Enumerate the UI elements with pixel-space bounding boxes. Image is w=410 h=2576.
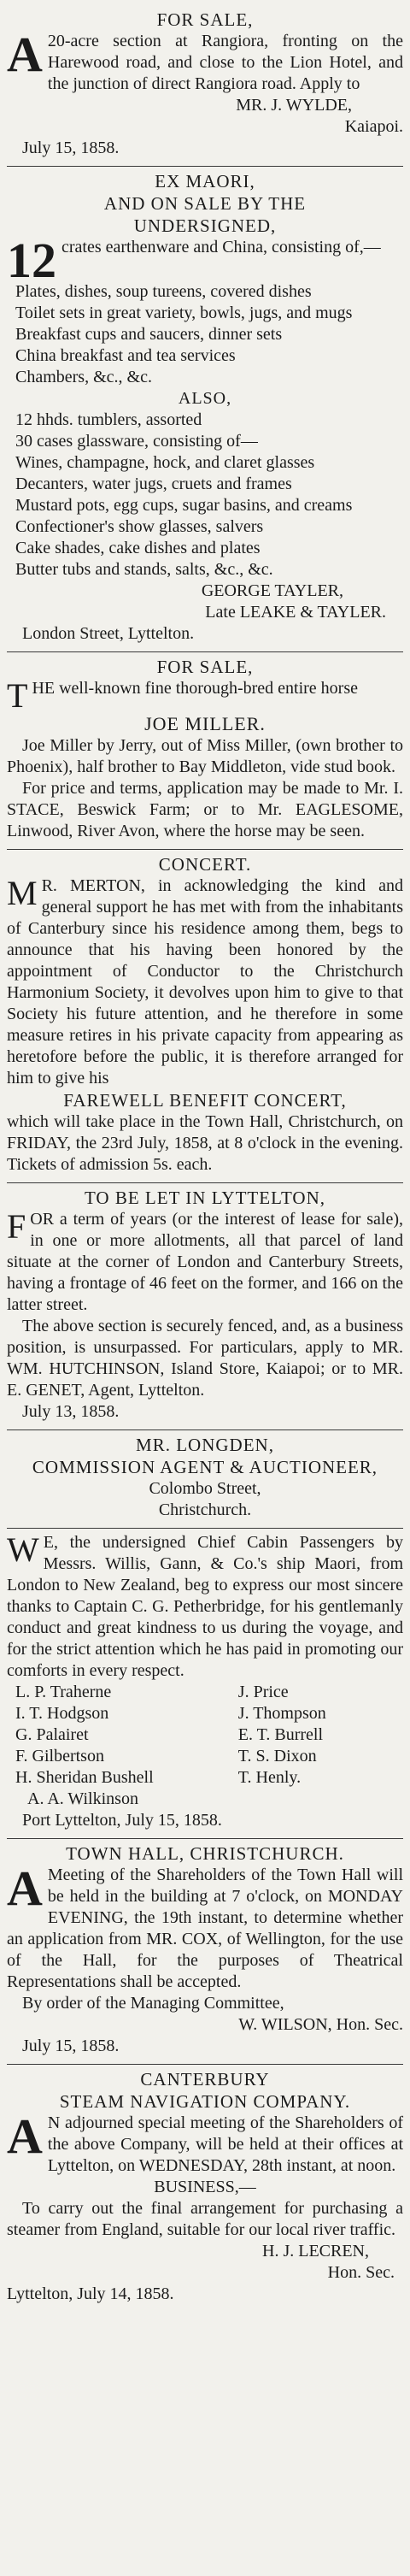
ad-body: The above section is securely fenced, and, as a business position, is unsurpassed. For particulars, apply to MR. WM. HUTCHINSON, Island Store, Kaiapoi; or to MR. E. GENET, Agent, Lyttelton. — [7, 1317, 403, 1400]
list-item: Wines, champagne, hock, and claret glasses — [15, 453, 315, 472]
ad-intro: crates earthenware and China, consisting of,— — [62, 238, 381, 256]
passenger-name: L. P. Traherne — [15, 1683, 112, 1701]
ad-body: 20-acre section at Rangiora, fronting on the Harewood road, and close to the Lion Hotel, and the junction of direct Rangiora road. Apply to — [47, 32, 403, 93]
ad-heading: TOWN HALL, CHRISTCHURCH. — [66, 1843, 344, 1864]
glassware-list — [7, 410, 403, 581]
list-item: Chambers, &c., &c. — [15, 368, 152, 386]
ad-date: Port Lyttelton, July 15, 1858. — [22, 1811, 222, 1830]
agent-town: Christchurch. — [158, 1500, 252, 1519]
passenger-name: J. Price — [237, 1683, 289, 1701]
passenger-name: T. Henly. — [237, 1768, 302, 1787]
ad-body: Joe Miller by Jerry, out of Miss Miller, (own brother to Phoenix), half brother to Bay Middleton, vide stud book. — [7, 736, 403, 776]
passenger-names — [7, 1682, 403, 1810]
list-item: Confectioner's show glasses, salvers — [15, 517, 264, 536]
drop-cap: T — [7, 676, 28, 715]
ad-to-let — [7, 1183, 403, 1430]
passenger-name: I. T. Hodgson — [15, 1704, 109, 1723]
ad-horse-for-sale — [7, 652, 403, 850]
secretary-title: Hon. Sec. — [327, 2263, 395, 2282]
ad-heading: FOR SALE, — [156, 657, 254, 677]
agent-title: COMMISSION AGENT & AUCTIONEER, — [32, 1457, 378, 1477]
secretary-signature: W. WILSON, Hon. Sec. — [238, 2015, 403, 2034]
ad-body: For price and terms, application may be made to Mr. I. STACE, Beswick Farm; or to Mr. EAGLESOME, Linwood, River Avon, where the horse may be seen. — [7, 779, 403, 840]
ad-date: July 15, 1858. — [22, 2037, 120, 2055]
ad-steam-navigation — [7, 2065, 403, 2312]
drop-cap: M — [7, 874, 38, 912]
list-item: Cake shades, cake dishes and plates — [15, 539, 261, 557]
also-label: ALSO, — [178, 389, 232, 408]
ad-heading: CANTERBURY — [140, 2069, 270, 2090]
passenger-name: T. S. Dixon — [237, 1747, 317, 1765]
drop-cap: A — [7, 27, 43, 82]
ad-subheading: AND ON SALE BY THE — [103, 193, 307, 214]
ad-town-hall — [7, 1839, 403, 2065]
agent-street: Colombo Street, — [149, 1479, 261, 1498]
list-item: Plates, dishes, soup tureens, covered dishes — [15, 282, 312, 301]
ad-passengers-thanks — [7, 1529, 403, 1839]
advertiser-name: MR. J. WYLDE, — [236, 96, 352, 115]
order-line: By order of the Managing Committee, — [22, 1994, 284, 2013]
list-item: China breakfast and tea services — [15, 346, 236, 365]
passenger-name: A. A. Wilkinson — [27, 1789, 138, 1808]
ad-subheading: STEAM NAVIGATION COMPANY. — [59, 2091, 351, 2112]
ad-date: Lyttelton, July 14, 1858. — [7, 2284, 174, 2303]
ad-intro: HE well-known fine thorough-bred entire horse — [32, 679, 358, 698]
advertiser-place: Kaiapoi. — [344, 117, 403, 136]
ad-longden — [7, 1430, 403, 1529]
ad-concert — [7, 850, 403, 1183]
drop-cap: A — [7, 1860, 43, 1916]
ad-heading: TO BE LET IN LYTTELTON, — [84, 1188, 325, 1208]
passenger-name: H. Sheridan Bushell — [15, 1768, 154, 1787]
ad-body: N adjourned special meeting of the Shareholders of the above Company, will be held at their offices at Lyttelton, on WEDNESDAY, 28th instant, at noon. — [47, 2113, 403, 2175]
ad-heading: FOR SALE, — [156, 9, 254, 30]
list-item: Breakfast cups and saucers, dinner sets — [15, 325, 283, 344]
ad-date: July 15, 1858. — [22, 139, 120, 157]
list-item: Decanters, water jugs, cruets and frames — [15, 475, 292, 493]
advertiser-name: GEORGE TAYLER, — [201, 581, 343, 600]
ad-body: To carry out the final arrangement for purchasing a steamer from England, suitable for our local river traffic. — [7, 2199, 403, 2239]
horse-name: JOE MILLER. — [144, 713, 266, 734]
ad-subheading: UNDERSIGNED, — [133, 215, 277, 236]
advertiser-address: London Street, Lyttelton. — [22, 624, 195, 643]
concert-title: FAREWELL BENEFIT CONCERT, — [63, 1090, 347, 1111]
drop-cap: A — [7, 2108, 43, 2164]
list-item: 30 cases glassware, consisting of— — [15, 432, 258, 451]
newspaper-column — [7, 0, 403, 2312]
ad-rangiora-section — [7, 5, 403, 167]
passenger-name: G. Palairet — [15, 1725, 89, 1744]
ad-body: Meeting of the Shareholders of the Town Hall will be held in the building at 7 o'clock, on MONDAY EVENING, the 19th instant, to determine whether an application from MR. COX, of Wellington, for the use of the Hall, for the purposes of Theatrical Representations shall be accepted. — [7, 1866, 403, 1991]
ad-body: E, the undersigned Chief Cabin Passengers by Messrs. Willis, Gann, & Co.'s ship Maori, from London to New Zealand, beg to express our most sincere thanks to Captain C. G. Petherbridge, for his gentlemanly conduct and great kindness to us during the voyage, and for the strict attention which he has paid in promoting our comforts in every respect. — [7, 1533, 403, 1680]
agent-name: MR. LONGDEN, — [136, 1435, 274, 1455]
passenger-name: J. Thompson — [237, 1704, 326, 1723]
ad-ex-maori — [7, 167, 403, 652]
list-item: 12 hhds. tumblers, assorted — [15, 410, 202, 429]
passenger-name: E. T. Burrell — [237, 1725, 324, 1744]
ad-heading: EX MAORI, — [155, 171, 255, 192]
ad-body: which will take place in the Town Hall, Christchurch, on FRIDAY, the 23rd July, 1858, at 8 o'clock in the evening. Tickets of admission 5s. each. — [7, 1112, 403, 1174]
list-item: Butter tubs and stands, salts, &c., &c. — [15, 560, 273, 579]
passenger-name — [238, 1789, 403, 1810]
business-label: BUSINESS,— — [154, 2178, 256, 2196]
drop-cap: 12 — [7, 233, 56, 288]
list-item: Toilet sets in great variety, bowls, jugs, and mugs — [15, 304, 353, 322]
passenger-name: F. Gilbertson — [15, 1747, 104, 1765]
drop-cap: W — [7, 1530, 39, 1569]
advertiser-former-name: Late LEAKE & TAYLER. — [205, 603, 386, 622]
secretary-name: H. J. LECREN, — [262, 2242, 369, 2261]
ad-body: OR a term of years (or the interest of lease for sale), in one or more allotments, all that parcel of land situate at the corner of London and Canterbury Streets, having a frontage of 46 feet on the former, and 166 on the latter street. — [7, 1210, 403, 1314]
ad-date: July 13, 1858. — [22, 1402, 120, 1421]
drop-cap: F — [7, 1207, 26, 1246]
ad-body: R. MERTON, in acknowledging the kind and general support he has met with from the inhabitants of Canterbury since his residence among them, begs to announce that his having been honored by the appointment of Conductor to the Christchurch Harmonium Society, it devolves upon him to give to that Society his future attention, and he therefore in some measure retires in his private capacity from appearing as heretofore before the public, it is therefore arranged for him to give his — [7, 876, 403, 1088]
ad-heading: CONCERT. — [158, 854, 252, 875]
list-item: Mustard pots, egg cups, sugar basins, and creams — [15, 496, 353, 515]
goods-list — [7, 281, 403, 388]
